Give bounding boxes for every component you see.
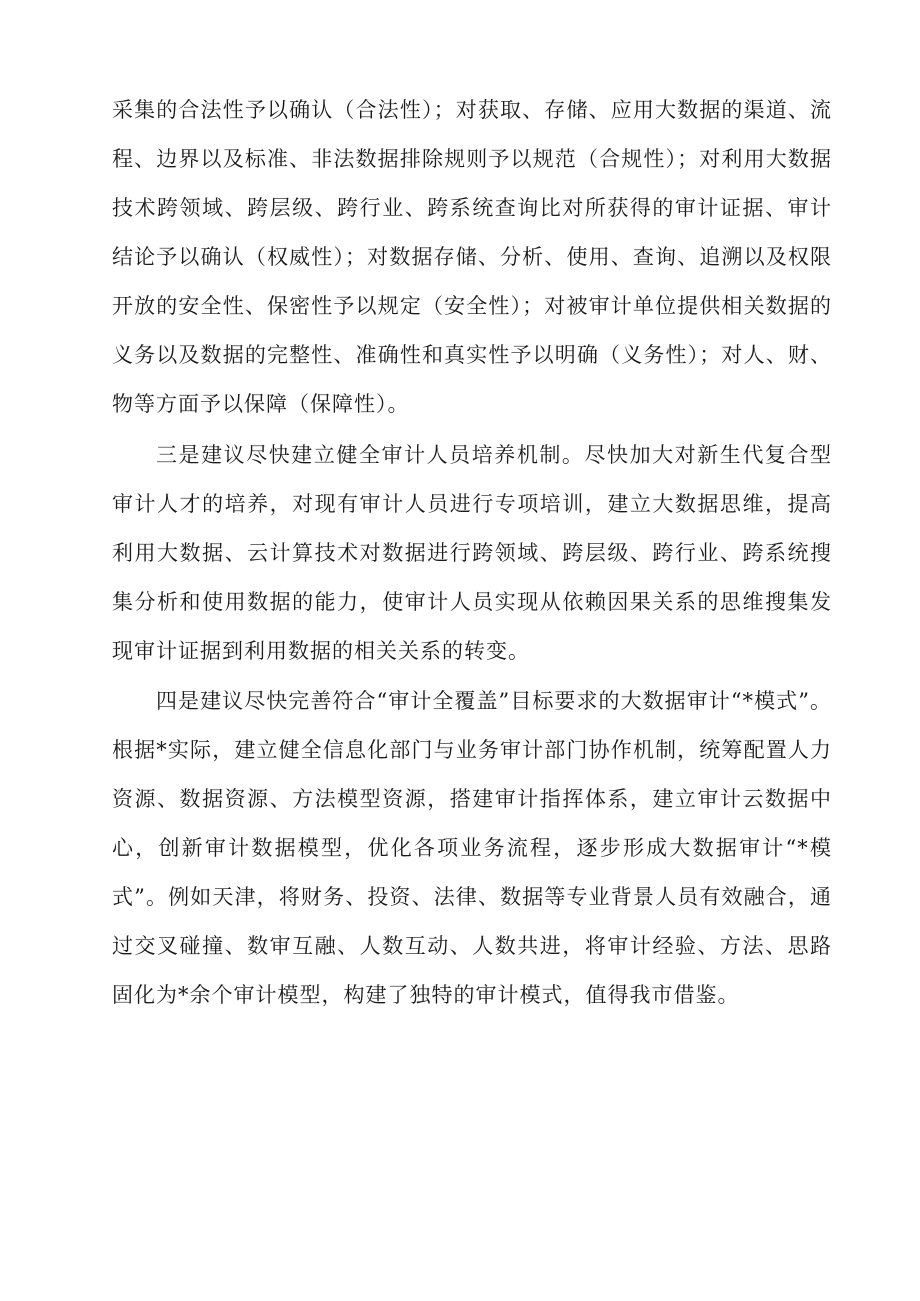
paragraph-audit-model: 四是建议尽快完善符合“审计全覆盖”目标要求的大数据审计“*模式”。根据*实际，建立健全信息化部门与业务审计部门协作机制，统筹配置人力资源、数据资源、方法模型资源，搭建审计指挥体系，建立审计云数据中心，创新审计数据模型，优化各项业务流程，逐步形成大数据审计“*模式”。例如天津，将财务、投资、法律、数据等专业背景人员有效融合，通过交叉碰撞、数审互融、人数互动、人数共进，将审计经验、方法、思路固化为*余个审计模型，构建了独特的审计模式，值得我市借鉴。 bbox=[112, 689, 832, 1007]
paragraph-legal-safeguards: 采集的合法性予以确认（合法性）；对获取、存储、应用大数据的渠道、流程、边界以及标准、非法数据排除规则予以规范（合规性）；对利用大数据技术跨领域、跨层级、跨行业、跨系统查询比对所获得的审计证据、审计结论予以确认（权威性）；对数据存储、分析、使用、查询、追溯以及权限开放的安全性、保密性予以规定（安全性）；对被审计单位提供相关数据的义务以及数据的完整性、准确性和真实性予以明确（义务性）；对人、财、物等方面予以保障（保障性）。 bbox=[112, 98, 832, 416]
paragraph-talent-training: 三是建议尽快建立健全审计人员培养机制。尽快加大对新生代复合型审计人才的培养，对现有审计人员进行专项培训，建立大数据思维，提高利用大数据、云计算技术对数据进行跨领域、跨层级、跨行业、跨系统搜集分析和使用数据的能力，使审计人员实现从依赖因果关系的思维搜集发现审计证据到利用数据的相关关系的转变。 bbox=[112, 443, 832, 663]
